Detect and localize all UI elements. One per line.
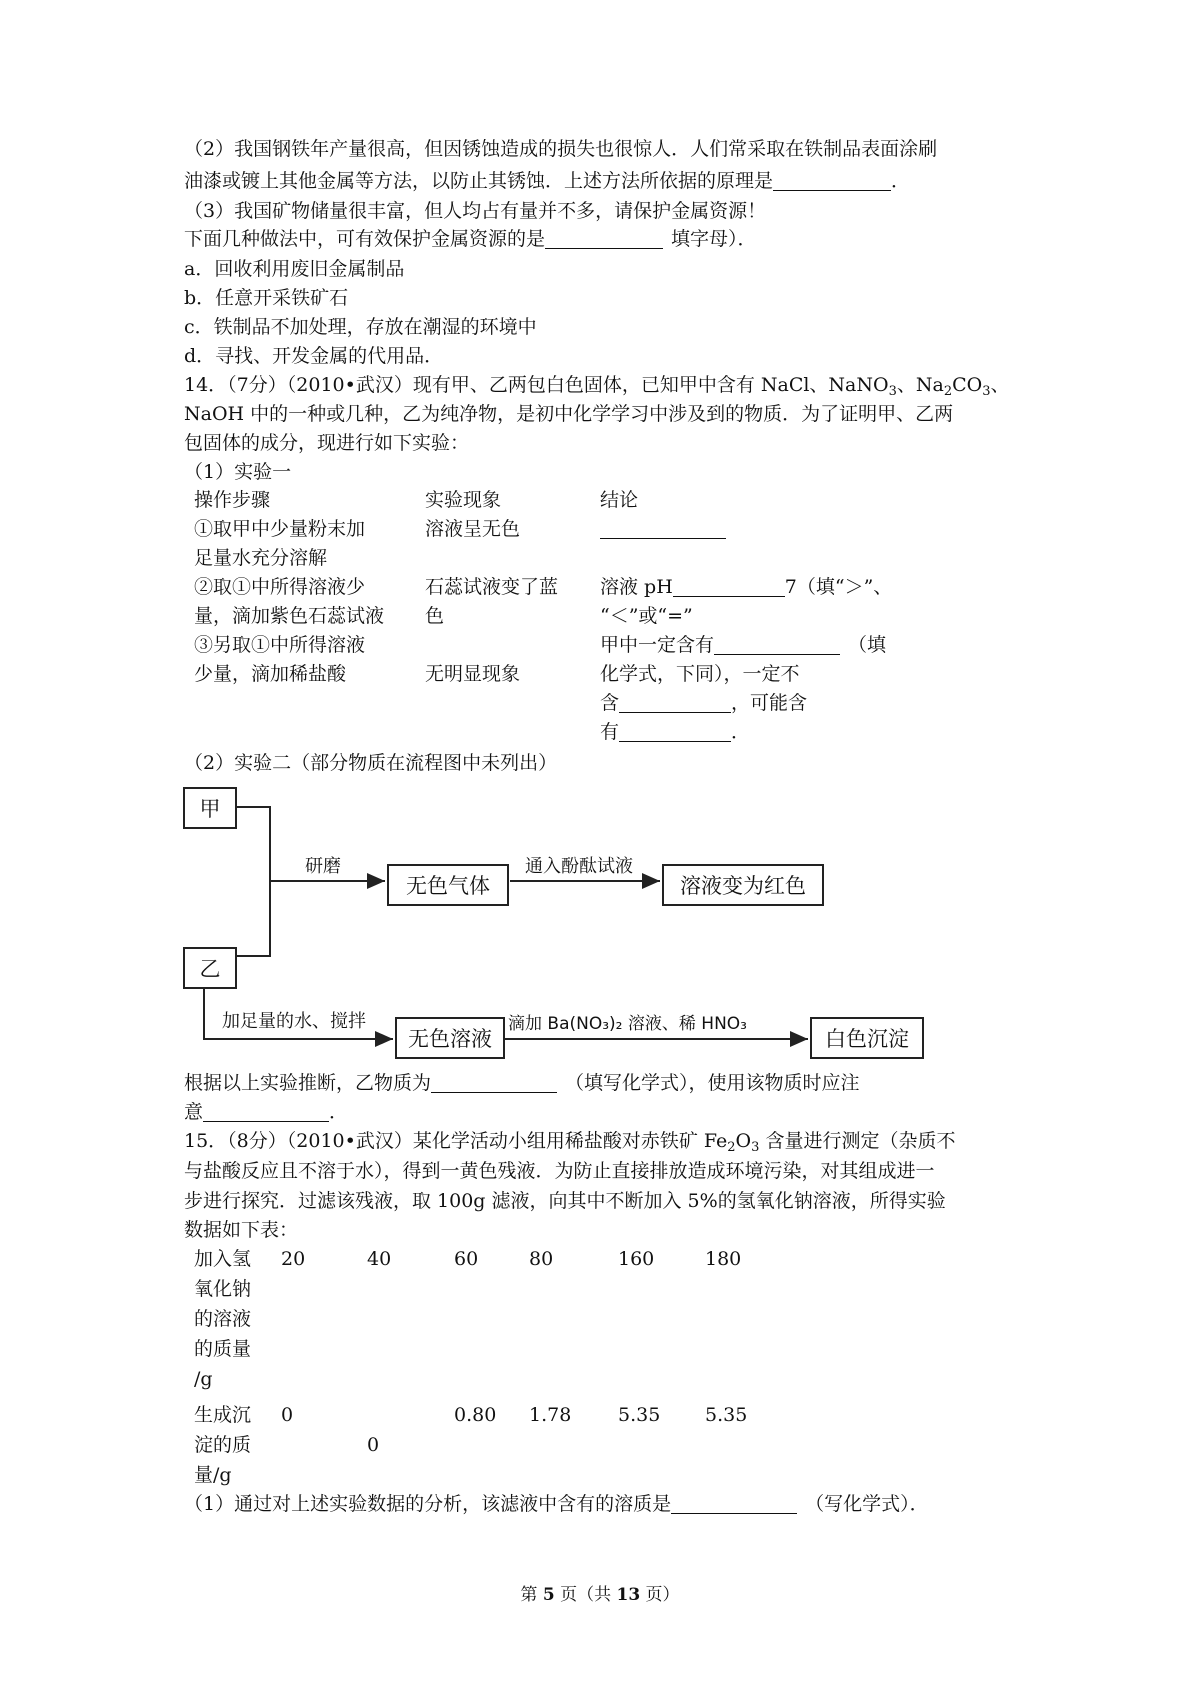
table-header-step: 操作步骤	[194, 489, 271, 511]
row2-value: 1.78	[529, 1404, 572, 1426]
page-number: 5	[542, 1585, 555, 1605]
row2-label-line2: 淀的质	[194, 1434, 252, 1456]
row1-label-line2: 氧化钠	[194, 1278, 252, 1300]
label-grind: 研磨	[305, 856, 341, 877]
row3-conclusion-line4: 有 ．	[600, 721, 751, 743]
q15-head3: 步进行探究．过滤该残液，取 100g 滤液，向其中不断加入 5%的氢氧化钠溶液，所得实验	[184, 1190, 946, 1212]
row1-label-line4: 的质量	[194, 1338, 252, 1360]
row2-value: 0	[281, 1404, 294, 1426]
q15-sub1: （1）通过对上述实验数据的分析，该滤液中含有的溶质是 （写化学式）．	[184, 1493, 929, 1515]
q14-conclusion-line2: 意 ．	[184, 1101, 349, 1123]
row2-step-line1: ②取①中所得溶液少	[194, 576, 366, 598]
q14-conclusion-line1: 根据以上实验推断，乙物质为 （填写化学式），使用该物质时应注	[184, 1072, 860, 1094]
label-add-barium-nitrate: 滴加 Ba(NO₃)₂ 溶液、稀 HNO₃	[508, 1014, 747, 1034]
row2-conclusion-line1: 溶液 pH 7（填“＞”、	[600, 576, 893, 598]
q13-p2-line2: 油漆或镀上其他金属等方法，以防止其锈蚀．上述方法所依据的原理是 ．	[184, 170, 911, 192]
box-turns-red: 溶液变为红色	[662, 864, 824, 906]
q14-head3: 包固体的成分，现进行如下实验：	[184, 432, 470, 454]
row2-value: 5.35	[705, 1404, 748, 1426]
row1-value: 40	[367, 1248, 392, 1270]
q13-p3-line2: 下面几种做法中，可有效保护金属资源的是 填字母）．	[184, 228, 757, 250]
row1-step-line1: ①取甲中少量粉末加	[194, 518, 366, 540]
q13-option-c: c．铁制品不加处理，存放在潮湿的环境中	[184, 316, 537, 338]
q15-head1: 15．（8分）（2010•武汉）某化学活动小组用稀盐酸对赤铁矿 $Fe_2O_3$ 含量进行测定（杂质不	[184, 1130, 956, 1155]
row2-label-line3: 量/g	[194, 1464, 232, 1486]
row2-value: 0	[367, 1434, 380, 1456]
row2-label-line1: 生成沉	[194, 1404, 252, 1426]
table-header-conclusion: 结论	[600, 489, 639, 511]
box-yi: 乙	[183, 947, 237, 989]
q14-exp1-title: （1）实验一	[184, 461, 292, 483]
row2-step-line2: 量，滴加紫色石蕊试液	[194, 605, 385, 627]
row1-step-line2: 足量水充分溶解	[194, 547, 328, 569]
total-pages: 13	[616, 1585, 641, 1605]
row1-value: 20	[281, 1248, 306, 1270]
q13-option-d: d．寻找、开发金属的代用品．	[184, 345, 444, 367]
q14-head1: 14．（7分）（2010•武汉）现有甲、乙两包白色固体，已知甲中含有 NaCl、NaNO$_3$、$Na_2CO_3$、	[184, 374, 1010, 399]
row3-conclusion-line3: 含 ，可能含	[600, 692, 808, 714]
answer-blank[interactable]	[431, 1072, 557, 1093]
label-add-water: 加足量的水、搅拌	[222, 1011, 366, 1032]
row1-value: 60	[454, 1248, 479, 1270]
row1-value: 80	[529, 1248, 554, 1270]
row1-label-line3: 的溶液	[194, 1308, 252, 1330]
q15-head2: 与盐酸反应且不溶于水），得到一黄色残液．为防止直接排放造成环境污染，对其组成进一	[184, 1160, 935, 1182]
row2-value: 0.80	[454, 1404, 497, 1426]
label-phenolphthalein: 通入酚酞试液	[525, 856, 633, 877]
row3-conclusion-line2: 化学式，下同），一定不	[600, 663, 800, 685]
box-white-precipitate: 白色沉淀	[810, 1017, 924, 1059]
row2-observation-line1: 石蕊试液变了蓝	[425, 576, 559, 598]
row1-value: 160	[618, 1248, 655, 1270]
row1-label-line5: /g	[194, 1368, 213, 1390]
row3-step-line1: ③另取①中所得溶液	[194, 634, 366, 656]
q13-p3-line1: （3）我国矿物储量很丰富，但人均占有量并不多，请保护金属资源！	[184, 200, 767, 222]
row3-observation: 无明显现象	[425, 663, 521, 685]
box-jia: 甲	[183, 787, 237, 829]
row2-conclusion-line2: “＜”或“=”	[600, 605, 693, 627]
row1-label-line1: 加入氢	[194, 1248, 252, 1270]
row1-observation: 溶液呈无色	[425, 518, 521, 540]
table-header-observation: 实验现象	[425, 489, 502, 511]
answer-blank[interactable]	[203, 1101, 329, 1122]
q13-p2-line1: （2）我国钢铁年产量很高，但因锈蚀造成的损失也很惊人．人们常采取在铁制品表面涂刷	[184, 138, 938, 160]
row2-observation-line2: 色	[425, 605, 445, 627]
box-colorless-solution: 无色溶液	[395, 1017, 505, 1059]
row2-value: 5.35	[618, 1404, 661, 1426]
row3-conclusion-line1: 甲中一定含有 （填	[600, 634, 887, 656]
merge-bracket	[237, 807, 270, 956]
row1-value: 180	[705, 1248, 742, 1270]
page-footer: 第 5 页（共 13 页）	[520, 1585, 680, 1605]
row3-step-line2: 少量，滴加稀盐酸	[194, 663, 347, 685]
q13-option-b: b．任意开采铁矿石	[184, 287, 349, 309]
box-colorless-gas: 无色气体	[387, 864, 509, 906]
q14-head2: NaOH 中的一种或几种，乙为纯净物，是初中化学学习中涉及到的物质．为了证明甲、乙两	[184, 403, 954, 425]
q13-option-a: a．回收利用废旧金属制品	[184, 258, 405, 280]
answer-blank[interactable]	[671, 1493, 797, 1514]
q14-exp2-title: （2）实验二（部分物质在流程图中未列出）	[184, 752, 558, 774]
q15-head4: 数据如下表：	[184, 1219, 299, 1241]
